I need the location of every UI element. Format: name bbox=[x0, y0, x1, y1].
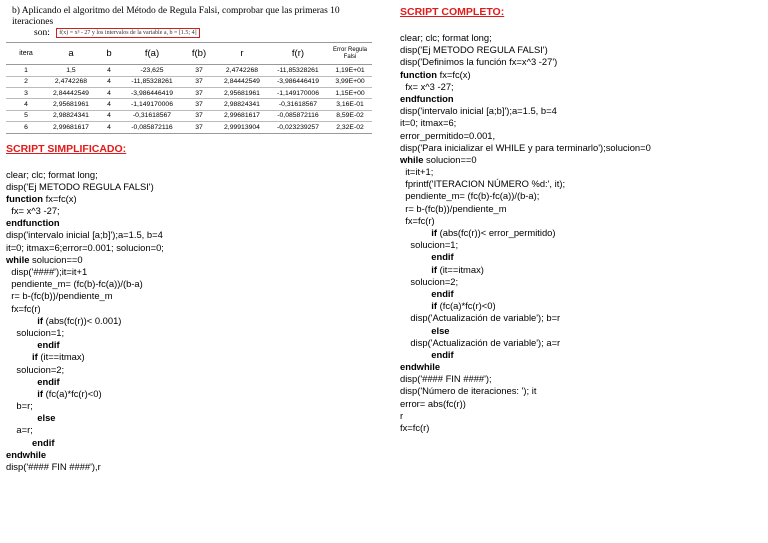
code-line: b=r; bbox=[6, 400, 33, 412]
code-line: it=0; itmax=6; bbox=[400, 117, 457, 129]
code-line: fx= x^3 -27; bbox=[400, 80, 454, 92]
code-line: fx=fc(r) bbox=[6, 302, 41, 314]
table-cell: 37 bbox=[182, 122, 216, 133]
table-cell: -3,986446419 bbox=[122, 87, 182, 98]
code-line: disp('intervalo inicial [a;b]');a=1.5, b=4 bbox=[6, 229, 163, 241]
table-cell: 2,32E-02 bbox=[328, 122, 372, 133]
table-row bbox=[6, 65, 372, 76]
table-cell: -1,149170006 bbox=[268, 87, 328, 98]
table-header-row bbox=[6, 43, 372, 65]
code-line: else bbox=[400, 324, 450, 336]
table-cell: 4 bbox=[6, 99, 46, 110]
code-line: solucion=1; bbox=[6, 326, 65, 338]
code-line: it=it+1; bbox=[400, 166, 434, 178]
code-line: a=r; bbox=[6, 424, 33, 436]
code-line: disp('#### FIN ####'); bbox=[400, 373, 492, 385]
code-line: fx=fc(r) bbox=[400, 214, 435, 226]
problem-line-2 bbox=[12, 28, 378, 39]
left-column bbox=[6, 6, 378, 473]
complete-script-heading: SCRIPT COMPLETO: bbox=[400, 6, 505, 18]
code-line: if (abs(fc(r))< error_permitido) bbox=[431, 227, 556, 238]
table-cell: 37 bbox=[182, 76, 216, 87]
table-cell: 8,59E-02 bbox=[328, 110, 372, 121]
table-cell: 2,95681961 bbox=[46, 99, 96, 110]
header-b: b bbox=[96, 43, 122, 65]
code-line: disp('Ej METODO REGULA FALSI') bbox=[6, 180, 154, 192]
header-fr: f(r) bbox=[268, 43, 328, 65]
table-cell: -3,986446419 bbox=[268, 76, 328, 87]
table-cell: 2 bbox=[6, 76, 46, 87]
code-line: error_permitido=0.001, bbox=[400, 129, 496, 141]
table-cell: -23,625 bbox=[122, 65, 182, 76]
function-formula: f(x) = x³ - 27 y los intervalos de la variable a, b = [1.5; 4] bbox=[56, 28, 199, 38]
code-line: if (it==itmax) bbox=[32, 351, 85, 363]
table-row bbox=[6, 76, 372, 87]
table-row bbox=[6, 110, 372, 121]
code-line: endif bbox=[400, 251, 454, 263]
code-line: disp('Actualización de variable'); b=r bbox=[400, 312, 561, 324]
code-line: endif bbox=[400, 287, 454, 299]
table-row bbox=[6, 122, 372, 133]
problem-statement bbox=[6, 6, 378, 39]
table-cell: 3 bbox=[6, 87, 46, 98]
simplified-script-code bbox=[6, 169, 378, 474]
code-line: clear; clc; format long; bbox=[400, 32, 492, 43]
table-cell: 4 bbox=[96, 110, 122, 121]
table-cell: 37 bbox=[182, 99, 216, 110]
table-cell: 37 bbox=[182, 87, 216, 98]
code-line: fx=fc(r) bbox=[400, 422, 430, 433]
table-cell: -0,085872116 bbox=[122, 122, 182, 133]
header-fb: f(b) bbox=[182, 43, 216, 65]
table-cell: 2,99681617 bbox=[216, 110, 268, 121]
code-line: disp('Definimos la función fx=x^3 -27') bbox=[400, 56, 558, 68]
code-line: clear; clc; format long; bbox=[6, 168, 98, 180]
header-itera: itera bbox=[6, 43, 46, 65]
table-cell: 2,99681617 bbox=[46, 122, 96, 133]
table-cell: -0,023239257 bbox=[268, 122, 328, 133]
table-cell: 2,84442549 bbox=[46, 87, 96, 98]
table-cell: 5 bbox=[6, 110, 46, 121]
table-cell: 4 bbox=[96, 65, 122, 76]
code-line: disp('Número de iteraciones: '); it bbox=[400, 385, 537, 397]
code-line: error= abs(fc(r)) bbox=[400, 397, 466, 409]
table-cell: -0,085872116 bbox=[268, 110, 328, 121]
header-fa: f(a) bbox=[122, 43, 182, 65]
table-cell: 1,5 bbox=[46, 65, 96, 76]
table-cell: 6 bbox=[6, 122, 46, 133]
code-line: endfunction bbox=[6, 217, 60, 229]
code-line: else bbox=[6, 412, 56, 424]
table-cell: 2,95681961 bbox=[216, 87, 268, 98]
table-cell: -11,85328261 bbox=[122, 76, 182, 87]
table-cell: -0,31618567 bbox=[268, 99, 328, 110]
table-cell: 4 bbox=[96, 99, 122, 110]
code-line: pendiente_m= (fc(b)-fc(a))/(b-a); bbox=[400, 190, 540, 202]
table-cell: 1,19E+01 bbox=[328, 65, 372, 76]
code-line: disp('Ej METODO REGULA FALSI') bbox=[400, 44, 548, 56]
table-cell: 2,98824341 bbox=[216, 99, 268, 110]
code-line: r= b-(fc(b))/pendiente_m bbox=[400, 202, 507, 214]
code-line: disp('Actualización de variable'); a=r bbox=[400, 336, 561, 348]
table-cell: 37 bbox=[182, 110, 216, 121]
table-cell: -0,31618567 bbox=[122, 110, 182, 121]
simplified-script-heading: SCRIPT SIMPLIFICADO: bbox=[6, 142, 127, 155]
code-line: function fx=fc(x) bbox=[6, 192, 77, 204]
header-error: Error Regula Falsi bbox=[328, 43, 372, 65]
code-line: fprintf('ITERACION NÚMERO %d:', it); bbox=[400, 178, 566, 190]
code-line: disp('intervalo inicial [a;b]');a=1.5, b=4 bbox=[400, 105, 557, 117]
header-r: r bbox=[216, 43, 268, 65]
code-line: endif bbox=[6, 339, 60, 351]
code-line: endif bbox=[400, 348, 454, 360]
code-line: solucion=2; bbox=[6, 363, 65, 375]
table-cell: 4 bbox=[96, 87, 122, 98]
table-cell: -11,85328261 bbox=[268, 65, 328, 76]
code-line: solucion=2; bbox=[400, 275, 459, 287]
code-line: endwhile bbox=[6, 448, 47, 460]
code-line: disp('Para inicializar el WHILE y para terminarlo');solucion=0 bbox=[400, 141, 651, 153]
table-cell: 3,16E-01 bbox=[328, 99, 372, 110]
table-row bbox=[6, 87, 372, 98]
code-line: endwhile bbox=[400, 361, 441, 373]
code-line: disp('#### FIN ####'),r bbox=[6, 461, 101, 473]
code-line: endif bbox=[6, 375, 60, 387]
code-line: while solucion==0 bbox=[400, 153, 477, 165]
code-line: r= b-(fc(b))/pendiente_m bbox=[6, 290, 113, 302]
complete-script-code bbox=[400, 32, 760, 434]
table-cell: 2,84442549 bbox=[216, 76, 268, 87]
table-row bbox=[6, 99, 372, 110]
code-line: if (fc(a)*fc(r)<0) bbox=[37, 387, 102, 399]
code-line: if (abs(fc(r))< 0.001) bbox=[37, 314, 122, 326]
code-line: function fx=fc(x) bbox=[400, 68, 471, 80]
table-cell: 4 bbox=[96, 76, 122, 87]
table-cell: 2,4742268 bbox=[216, 65, 268, 76]
table-cell: 2,4742268 bbox=[46, 76, 96, 87]
table-cell: 37 bbox=[182, 65, 216, 76]
code-line: fx= x^3 -27; bbox=[6, 205, 60, 217]
right-column bbox=[400, 6, 760, 434]
table-body bbox=[6, 65, 372, 133]
table-cell: 1 bbox=[6, 65, 46, 76]
code-line: it=0; itmax=6;error=0.001; solucion=0; bbox=[6, 241, 164, 253]
code-line: endif bbox=[6, 436, 55, 448]
table-cell: 1,15E+00 bbox=[328, 87, 372, 98]
code-line: if (it==itmax) bbox=[431, 263, 484, 275]
problem-line-1: b) Aplicando el algoritmo del Método de Regula Falsi, comprobar que las primeras 10 iteraciones bbox=[12, 6, 340, 27]
code-line: endfunction bbox=[400, 92, 454, 104]
problem-line-2-text: son: bbox=[34, 28, 50, 39]
code-line: pendiente_m= (fc(b)-fc(a))/(b-a) bbox=[6, 278, 143, 290]
table-cell: 2,98824341 bbox=[46, 110, 96, 121]
code-line: r bbox=[400, 409, 404, 421]
iterations-table bbox=[6, 42, 372, 133]
header-a: a bbox=[46, 43, 96, 65]
table-cell: -1,149170006 bbox=[122, 99, 182, 110]
table-cell: 3,99E+00 bbox=[328, 76, 372, 87]
table-cell: 4 bbox=[96, 122, 122, 133]
code-line: solucion=1; bbox=[400, 239, 459, 251]
code-line: while solucion==0 bbox=[6, 253, 83, 265]
code-line: disp('####');it=it+1 bbox=[6, 266, 88, 278]
code-line: if (fc(a)*fc(r)<0) bbox=[431, 300, 496, 312]
table-cell: 2,99913904 bbox=[216, 122, 268, 133]
